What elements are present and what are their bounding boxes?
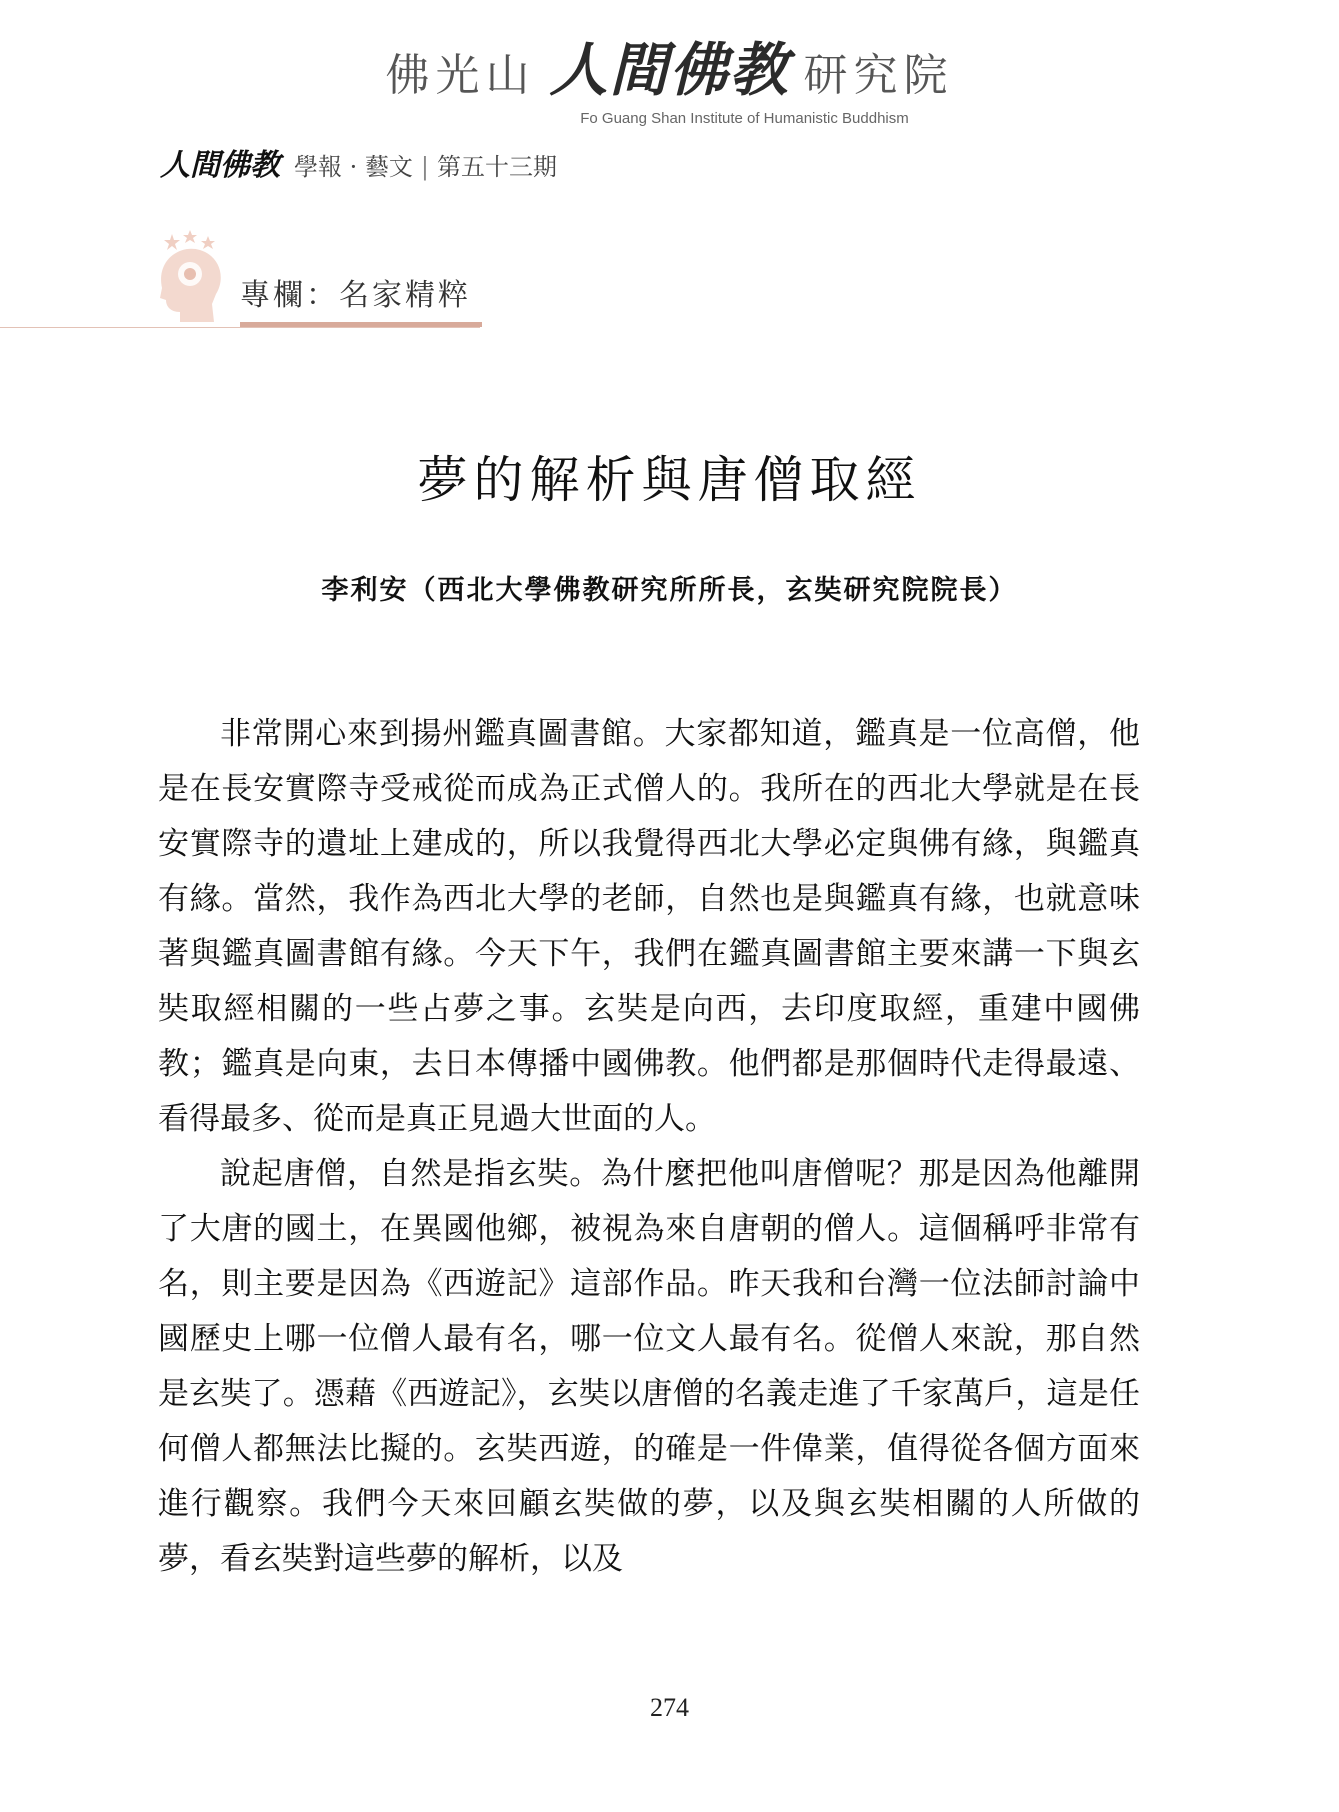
institute-name-english: Fo Guang Shan Institute of Humanistic Buddhism <box>580 110 909 127</box>
journal-issue: 第五十三期 <box>436 153 557 181</box>
institute-header <box>0 36 1339 127</box>
column-banner <box>0 210 500 340</box>
journal-running-head <box>160 140 557 184</box>
column-rule <box>0 327 480 328</box>
institute-name-prefix: 佛光山 <box>385 50 536 101</box>
head-silhouette-icon <box>150 230 230 330</box>
article-title: 夢的解析與唐僧取經 <box>417 451 922 509</box>
journal-separator: | <box>420 153 429 181</box>
body-paragraph: 說起唐僧，自然是指玄奘。為什麼把他叫唐僧呢？那是因為他離開了大唐的國土，在異國他鄉，被視為來自唐朝的僧人。這個稱呼非常有名，則主要是因為《西遊記》這部作品。昨天我和台灣一位法師討論中國歷史上哪一位僧人最有名，哪一位文人最有名。從僧人來說，那自然是玄奘了。憑藉《西遊記》，玄奘以唐僧的名義走進了千家萬戶，這是任何僧人都無法比擬的。玄奘西遊，的確是一件偉業，值得從各個方面來進行觀察。我們今天來回顧玄奘做的夢，以及與玄奘相關的人所做的夢，看玄奘對這些夢的解析，以及 <box>158 1156 1140 1577</box>
page-number: 274 <box>650 1693 689 1722</box>
article-body <box>158 707 1140 1587</box>
body-paragraph: 非常開心來到揚州鑑真圖書館。大家都知道，鑑真是一位高僧，他是在長安實際寺受戒從而成為正式僧人的。我所在的西北大學就是在長安實際寺的遺址上建成的，所以我覺得西北大學必定與佛有緣，與鑑真有緣。當然，我作為西北大學的老師，自然也是與鑑真有緣，也就意味著與鑑真圖書館有緣。今天下午，我們在鑑真圖書館主要來講一下與玄奘取經相關的一些占夢之事。玄奘是向西，去印度取經，重建中國佛教；鑑真是向東，去日本傳播中國佛教。他們都是那個時代走得最遠、看得最多、從而是真正見過大世面的人。 <box>158 716 1140 1137</box>
institute-name-suffix: 研究院 <box>803 50 954 101</box>
journal-section: 學報 · 藝文 <box>294 153 413 181</box>
institute-name-calligraphy: 人間佛教 <box>549 36 790 104</box>
journal-brand: 人間佛教 <box>160 148 280 183</box>
column-title: 專欄：名家精粹 <box>240 278 471 313</box>
institute-name <box>0 36 1339 106</box>
article-author: 李利安（西北大學佛教研究所所長，玄奘研究院院長） <box>321 575 1018 606</box>
